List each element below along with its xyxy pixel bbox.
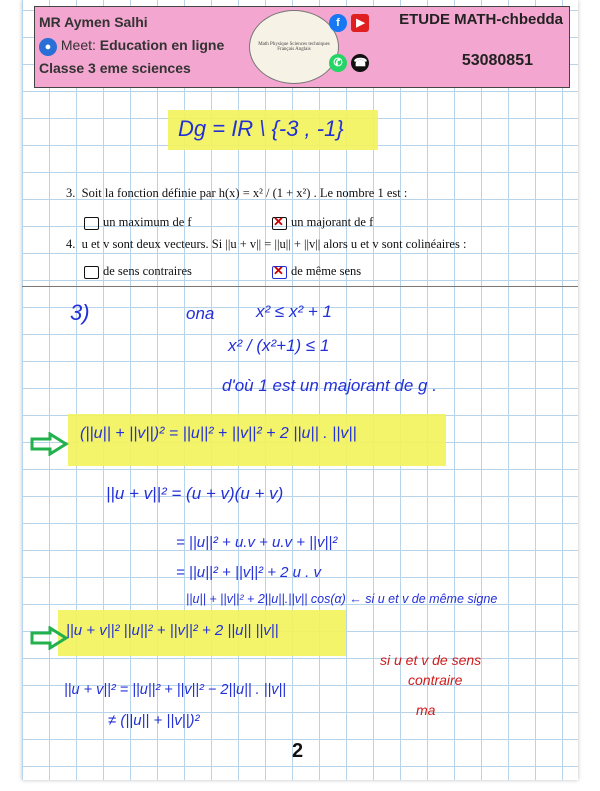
label-3: 3) (70, 300, 90, 325)
whatsapp-icon: ✆ (329, 54, 347, 72)
brand-name: ETUDE MATH-chbedda (399, 11, 563, 28)
phone-number: 53080851 (461, 52, 533, 69)
checkbox-empty-icon (84, 217, 99, 230)
hw-conclusion: d'où 1 est un majorant de g . (222, 376, 437, 395)
hw-line-3: = ||u||² + u.v + u.v + ||v||² (176, 534, 338, 551)
checkbox-empty-icon (84, 266, 99, 279)
domain-line: Dg = IR \ {-3 , -1} (178, 116, 344, 141)
question-3: 3. Soit la fonction définie par h(x) = x² / (1 + x²) . Le nombre 1 est : (66, 186, 408, 200)
hw-ona: ona (186, 304, 215, 323)
q3-option-1: un maximum de f (84, 215, 192, 230)
green-arrow-icon (30, 626, 70, 650)
phone-icon: ☎ (351, 54, 369, 72)
chat-icon: ● (39, 38, 57, 56)
hw-inequality: x² ≤ x² + 1 (256, 302, 332, 321)
checkbox-checked-icon (272, 217, 287, 230)
school-logo: Math Physique Sciences techniques Français Anglais (249, 10, 339, 84)
hw-line-2: ||u + v||² = (u + v)(u + v) (106, 484, 284, 503)
hw-line-7: ||u + v||² = ||u||² + ||v||² − 2||u|| . ||v|| (64, 682, 287, 698)
meet-label: Meet: (60, 37, 96, 53)
hw-line-5: ||u|| + ||v||² + 2||u||.||v|| cos(α) ← si u et v de même signe (186, 592, 498, 606)
hw-fraction: x² / (x²+1) ≤ 1 (228, 336, 330, 355)
hw-line-8: ≠ (||u|| + ||v||)² (108, 712, 200, 729)
q4-option-1: de sens contraires (84, 264, 192, 279)
facebook-icon: f (329, 14, 347, 32)
meet-text: Education en ligne (99, 37, 225, 53)
page-number: 2 (292, 740, 304, 762)
header-banner (34, 6, 570, 88)
divider (22, 286, 578, 287)
teacher-name: MR Aymen Salhi (39, 14, 148, 30)
hw-line-6: ||u + v||² ||u||² + ||v||² + 2 ||u|| ||v|| (66, 622, 279, 639)
hw-line-1: (||u|| + ||v||)² = ||u||² + ||v||² + 2 ||u|| . ||v|| (80, 425, 357, 442)
q3-option-2: ✕ un majorant de f (272, 215, 373, 230)
class-label: Classe 3 eme sciences (39, 60, 191, 76)
green-arrow-icon (30, 432, 70, 456)
red-note-3: ma (416, 702, 436, 718)
red-note-1: si u et v de sens (380, 652, 482, 668)
hw-line-4: = ||u||² + ||v||² + 2 u . v (176, 564, 321, 581)
youtube-icon: ▶ (351, 14, 369, 32)
red-note-2: contraire (408, 672, 463, 688)
q4-option-2: ✕ de même sens (272, 264, 361, 279)
checkbox-checked-icon (272, 266, 287, 279)
question-4: 4. u et v sont deux vecteurs. Si ||u + v|| = ||u|| + ||v|| alors u et v sont colinéaires : (66, 237, 467, 251)
